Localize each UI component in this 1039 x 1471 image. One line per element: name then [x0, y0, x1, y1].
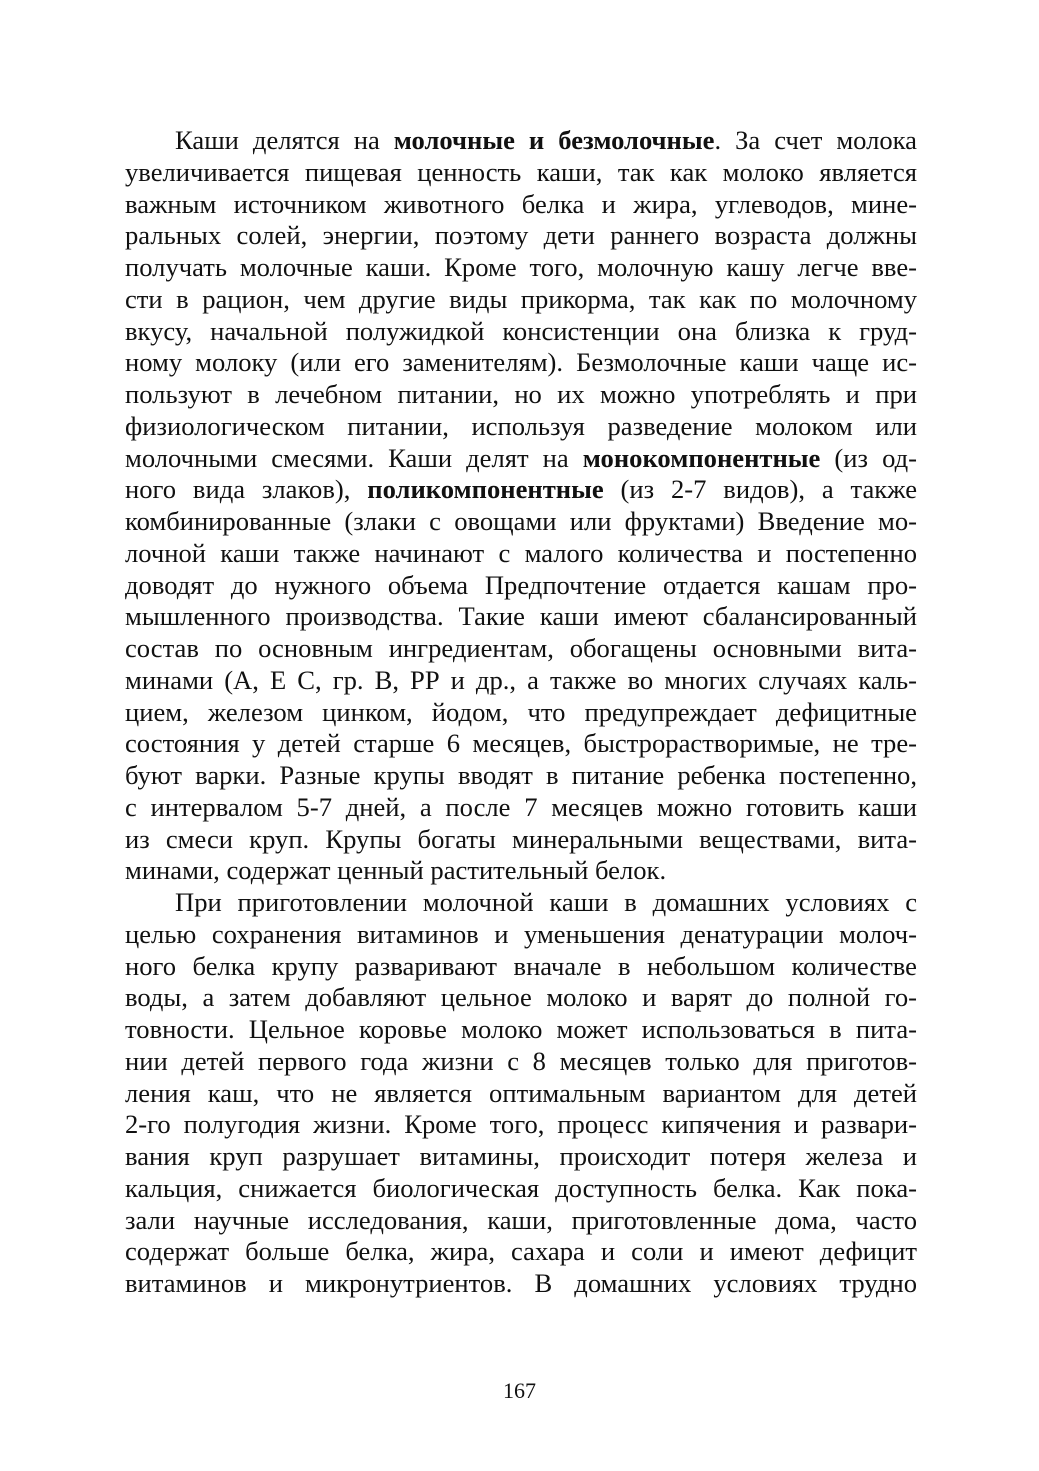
paragraph-1-line-10: физиологическом питании, используя разведение молоком или — [125, 410, 917, 441]
bold-term-mono: монокомпонентные — [582, 442, 821, 473]
paragraph-1-line-24: минами, содержат ценный растительный белок. — [125, 855, 667, 886]
paragraph-1-line-21: буют варки. Разные крупы вводят в питание ребенка постепенно, — [125, 760, 917, 790]
paragraph-1-line-6: сти в рацион, чем другие виды прикорма, так как по молочному — [125, 283, 917, 314]
paragraph-1-line-12: ного вида злаков), поликомпонентные (из 2-7 видов), а также — [125, 474, 917, 505]
paragraph-1-line-13: комбинированные (злаки с овощами или фруктами) Введение мо- — [125, 506, 917, 536]
paragraph-2-line-1: При приготовлении молочной каши в домашних условиях с — [175, 887, 917, 917]
paragraph-1-line-19: цием, железом цинком, йодом, что предупреждает дефицитные — [125, 696, 917, 727]
paragraph-1-line-3: важным источником животного белка и жира, углеводов, мине- — [125, 188, 917, 219]
paragraph-2-line-9: вания круп разрушает витамины, происходит потеря железа и — [125, 1141, 917, 1171]
paragraph-1-line-11: молочными смесями. Каши делят на монокомпонентные (из од- — [125, 442, 917, 473]
paragraph-1-line-18: минами (А, Е С, гр. В, РР и др., а также во многих случаях каль- — [125, 664, 917, 695]
paragraph-1-line-15: доводят до нужного объема Предпочтение отдается кашам про- — [125, 569, 917, 600]
paragraph-2-line-11: зали научные исследования, каши, приготовленные дома, часто — [125, 1204, 917, 1235]
body-text — [125, 125, 917, 1300]
paragraph-2-line-2: целью сохранения витаминов и уменьшения денатурации молоч- — [125, 918, 917, 949]
paragraph-1-line-17: состав по основным ингредиентам, обогащены основными вита- — [125, 633, 917, 663]
paragraph-1-line-7: вкусу, начальной полужидкой консистенции она близка к груд- — [125, 315, 917, 346]
bold-term-milk: молочные и безмолочные — [393, 125, 715, 155]
paragraph-2-line-5: товности. Цельное коровье молоко может использоваться в пита- — [125, 1014, 917, 1044]
paragraph-1-line-9: пользуют в лечебном питании, но их можно употреблять и при — [125, 379, 917, 409]
paragraph-1-line-23: из смеси круп. Крупы богаты минеральными веществами, вита- — [125, 823, 917, 854]
paragraph-2-line-8: 2-го полугодия жизни. Кроме того, процесс кипячения и развари- — [125, 1109, 917, 1140]
paragraph-1-line-2: увеличивается пищевая ценность каши, так как молоко является — [125, 156, 917, 187]
paragraph-2-line-3: ного белка крупу разваривают вначале в небольшом количестве — [125, 950, 917, 981]
page-number: 167 — [503, 1378, 536, 1403]
paragraph-1-line-1: Каши делятся на молочные и безмолочные. За счет молока — [175, 125, 917, 155]
paragraph-1-line-20: состояния у детей старше 6 месяцев, быстрорастворимые, не тре- — [125, 728, 917, 759]
bold-term-poly: поликомпонентные — [367, 474, 604, 505]
paragraph-2-line-6: нии детей первого года жизни с 8 месяцев только для приготов- — [125, 1045, 917, 1076]
paragraph-1-line-22: с интервалом 5-7 дней, а после 7 месяцев можно готовить каши — [125, 791, 917, 822]
paragraph-1-line-4: ральных солей, энергии, поэтому дети раннего возраста должны — [125, 220, 917, 251]
paragraph-2-line-12: содержат больше белка, жира, сахара и соли и имеют дефицит — [125, 1236, 917, 1267]
paragraph-2-line-7: ления каш, что не является оптимальным вариантом для детей — [125, 1077, 917, 1108]
paragraph-2-line-4: воды, а затем добавляют цельное молоко и варят до полной го- — [125, 982, 917, 1013]
paragraph-1-line-5: получать молочные каши. Кроме того, молочную кашу легче вве- — [125, 252, 917, 282]
paragraph-2-line-13: витаминов и микронутриентов. В домашних условиях трудно — [125, 1268, 917, 1298]
paragraph-1-line-16: мышленного производства. Такие каши имеют сбалансированный — [125, 601, 917, 632]
paragraph-1-line-8: ному молоку (или его заменителям). Безмолочные каши чаще ис- — [125, 347, 917, 378]
paragraph-1-line-14: лочной каши также начинают с малого количества и постепенно — [125, 537, 917, 568]
paragraph-2-line-10: кальция, снижается биологическая доступность белка. Как пока- — [125, 1172, 917, 1203]
